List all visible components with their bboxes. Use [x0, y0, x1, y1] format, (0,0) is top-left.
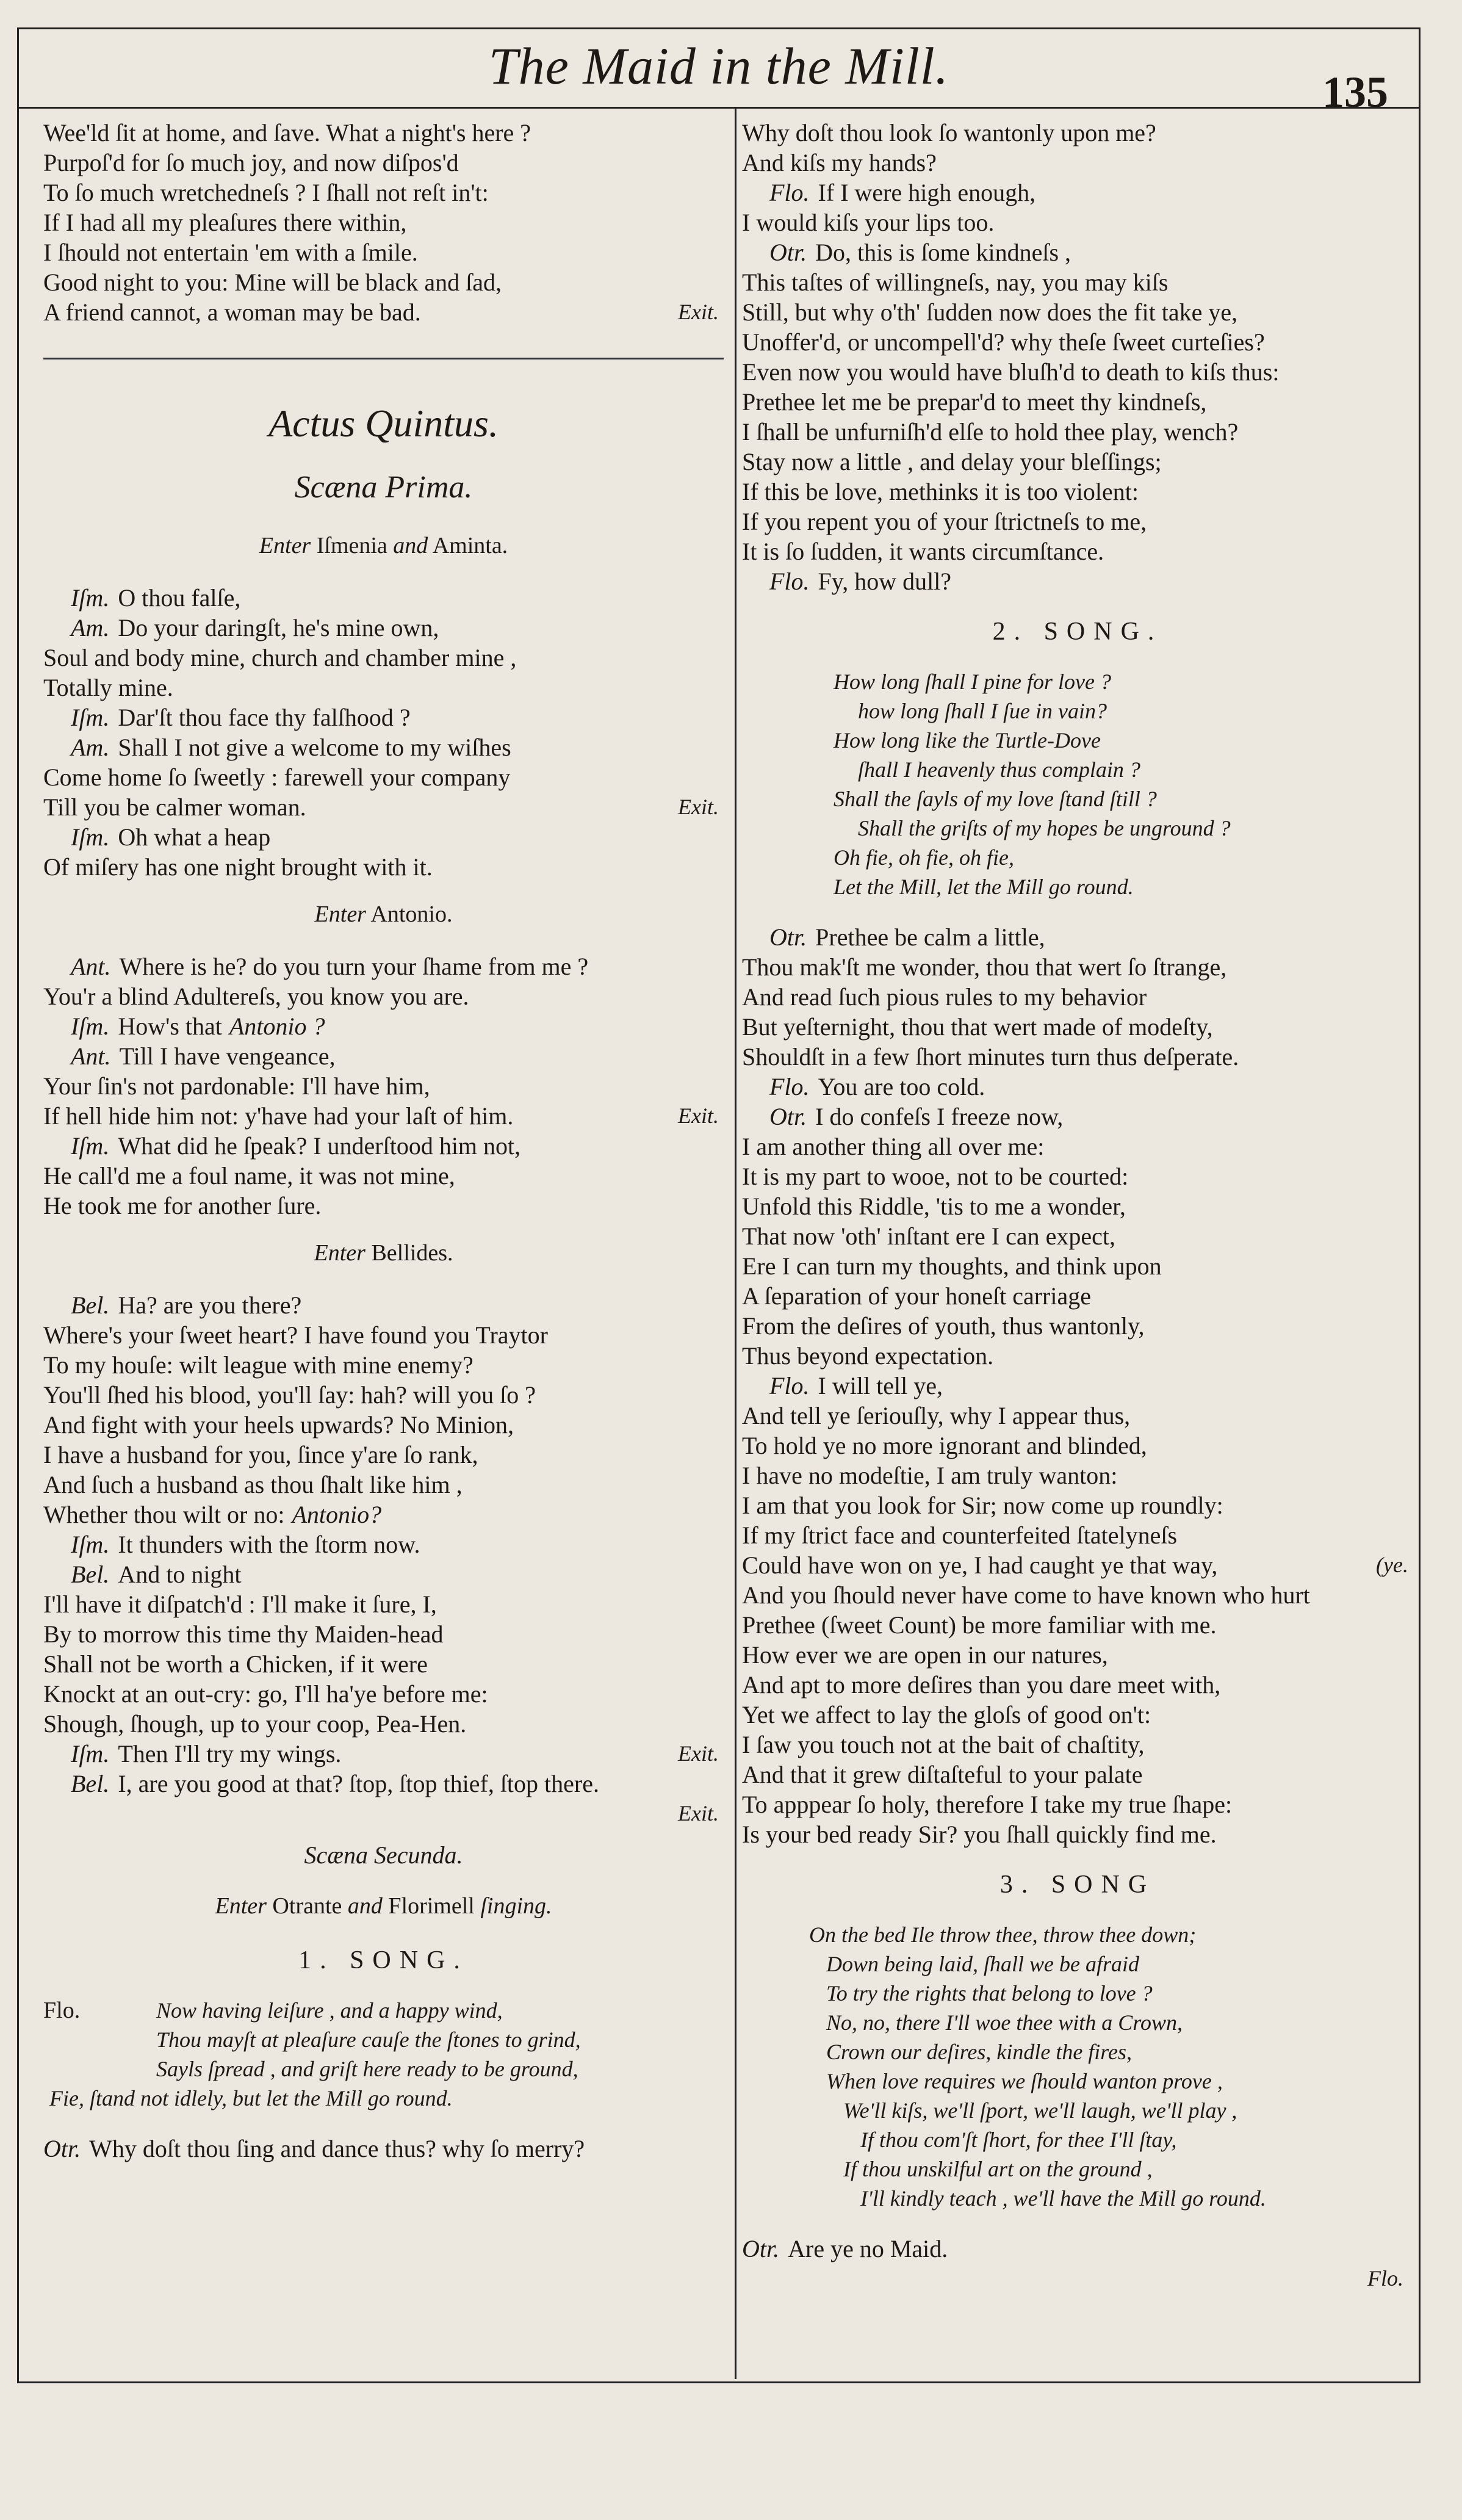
line-text: O thou falſe,	[118, 584, 241, 612]
verse-line	[742, 417, 1413, 447]
verse-line	[43, 1440, 724, 1470]
speaker-label: Ant.	[71, 953, 111, 980]
page-frame	[17, 27, 1421, 2383]
song-line: how long ſhall I ſue in vain?	[858, 699, 1107, 723]
speaker-label: Iſm.	[71, 1740, 110, 1767]
right-column	[742, 118, 1413, 2294]
verse-line	[742, 1341, 1413, 1371]
line-text: Prethee be calm a little,	[815, 923, 1045, 951]
line-text: From the deſires of youth, thus wantonly,	[742, 1312, 1145, 1340]
sd-enter-word: Enter	[259, 533, 311, 558]
line-text: I will tell ye,	[818, 1372, 943, 1399]
line-text: Shouldſt in a few ſhort minutes turn thus deſperate.	[742, 1043, 1239, 1070]
verse-line	[43, 1131, 724, 1161]
line-text: And tell ye ſeriouſly, why I appear thus,	[742, 1402, 1131, 1429]
song-line: ſhall I heavenly thus complain ?	[858, 757, 1140, 782]
line-text: I do confeſs I freeze now,	[815, 1103, 1064, 1130]
song-verse	[43, 1996, 724, 2113]
line-text: I ſhall be unfurniſh'd elſe to hold thee play, wench?	[742, 418, 1239, 446]
verse-line	[43, 822, 724, 852]
line-text: It is ſo ſudden, it wants circumſtance.	[742, 538, 1104, 565]
speaker-label: Otr.	[43, 2135, 81, 2162]
verse-line	[43, 951, 724, 981]
verse-line	[742, 1580, 1413, 1610]
verse-line	[742, 1042, 1413, 1072]
column-divider	[735, 109, 736, 2379]
verse-line	[742, 1251, 1413, 1281]
exit-direction: Exit.	[678, 300, 719, 324]
line-text: And that it grew diſtaſteful to your palate	[742, 1761, 1143, 1788]
song-heading: 3. SONG	[999, 1871, 1156, 1899]
sd-enter-word: Enter	[314, 1240, 366, 1266]
verse-line	[742, 1670, 1413, 1700]
exit-direction: Exit.	[678, 1103, 719, 1128]
verse-line	[742, 297, 1413, 327]
song-speaker: Flo.	[43, 1998, 81, 2023]
song-line: Crown our deſires, kindle the fires,	[826, 2040, 1132, 2064]
line-text: Dar'ſt thou face thy falſhood ?	[118, 704, 411, 731]
line-text: Prethee (ſweet Count) be more familiar with me.	[742, 1611, 1217, 1639]
line-text: And ſuch a husband as thou ſhalt like him ,	[43, 1471, 463, 1498]
speaker-label: Bel.	[71, 1291, 110, 1319]
line-text: Why doſt thou ſing and dance thus? why ſo merry?	[89, 2135, 585, 2162]
verse-line	[43, 1320, 724, 1350]
line-text: Stay now a little , and delay your bleſſings;	[742, 448, 1162, 475]
scene-title: Scæna Secunda.	[304, 1841, 463, 1869]
verse-line	[742, 982, 1413, 1012]
verse-line	[742, 1371, 1413, 1401]
song-line: Oh fie, oh fie, oh fie,	[834, 845, 1014, 870]
verse-line	[742, 1431, 1413, 1460]
sd-enter-word: Enter	[215, 1893, 267, 1919]
verse-line	[742, 148, 1413, 178]
line-text: And read ſuch pious rules to my behavior	[742, 983, 1147, 1011]
speaker-label: Iſm.	[71, 1132, 110, 1160]
verse-line	[742, 1102, 1413, 1132]
line-text: He call'd me a foul name, it was not mine,	[43, 1162, 455, 1190]
stage-direction-enter	[43, 1891, 724, 1921]
line-text: Till I have vengeance,	[119, 1042, 336, 1070]
line-text: Is your bed ready Sir? you ſhall quickly find me.	[742, 1821, 1217, 1848]
verse-line	[742, 208, 1413, 237]
verse-line	[43, 1529, 724, 1559]
line-text: By to morrow this time thy Maiden-head	[43, 1620, 444, 1648]
speaker-label: Iſm.	[71, 1013, 110, 1040]
song-verse	[742, 1920, 1413, 2213]
verse-line	[742, 327, 1413, 357]
line-text: But yeſternight, thou that wert made of modeſty,	[742, 1013, 1213, 1041]
verse-line	[43, 732, 724, 762]
verse-line	[43, 208, 724, 237]
song-line: Shall the griſts of my hopes be unground ?	[858, 816, 1231, 840]
song-line: Sayls ſpread , and griſt here ready to be ground,	[156, 2057, 578, 2081]
verse-line	[742, 1460, 1413, 1490]
verse-line	[742, 536, 1413, 566]
sd-character: Antonio.	[370, 901, 453, 927]
line-text: Unoffer'd, or uncompell'd? why theſe ſweet curteſies?	[742, 328, 1265, 356]
speaker-label: Ant.	[71, 1042, 111, 1070]
song-line: Now having leiſure , and a happy wind,	[156, 1998, 503, 2023]
verse-line	[742, 1819, 1413, 1849]
line-text: Shall I not give a welcome to my wiſhes	[118, 734, 511, 761]
sd-and: and	[347, 1893, 383, 1919]
line-text: You are too cold.	[818, 1073, 985, 1100]
page-number: 135	[1322, 68, 1388, 117]
verse-line	[43, 237, 724, 267]
speaker-label: Bel.	[71, 1770, 110, 1797]
verse-line	[43, 267, 724, 297]
sd-character: Florimell	[388, 1893, 475, 1919]
line-text: Knockt at an out-cry: go, I'll ha'ye before me:	[43, 1680, 488, 1708]
dialogue-block	[43, 583, 724, 882]
line-text: To my houſe: wilt league with mine enemy?	[43, 1351, 474, 1379]
verse-line	[43, 1739, 724, 1769]
song-line: Fie, ſtand not idlely, but let the Mill go round.	[49, 2086, 453, 2110]
verse-line	[742, 952, 1413, 982]
left-opening-verse	[43, 118, 724, 327]
song-line: Down being laid, ſhall we be afraid	[826, 1952, 1139, 1976]
verse-line	[742, 1789, 1413, 1819]
speaker-label: Am.	[71, 614, 110, 641]
verse-line	[43, 178, 724, 208]
line-text: Good night to you: Mine will be black and ſad,	[43, 269, 502, 296]
verse-line	[43, 981, 724, 1011]
line-text: Are ye no Maid.	[788, 2235, 948, 2262]
verse-line	[43, 148, 724, 178]
line-text: It thunders with the ſtorm now.	[118, 1531, 420, 1558]
verse-line	[43, 1071, 724, 1101]
verse-line	[43, 1041, 724, 1071]
running-title: The Maid in the Mill.	[488, 37, 949, 95]
verse-line	[742, 1760, 1413, 1789]
verse-line	[43, 1161, 724, 1191]
sd-enter-word: Enter	[314, 901, 366, 927]
verse-line	[742, 1311, 1413, 1341]
verse-line	[43, 1500, 724, 1529]
catchword: Flo.	[1367, 2266, 1403, 2291]
sd-character: Otrante	[272, 1893, 342, 1919]
line-text: If this be love, methinks it is too violent:	[742, 478, 1139, 505]
left-column	[43, 118, 724, 2164]
speaker-label: Flo.	[769, 1372, 810, 1399]
speaker-label: Flo.	[769, 568, 810, 595]
speaker-label: Otr.	[769, 1103, 807, 1130]
line-text: If I were high enough,	[818, 179, 1036, 206]
speaker-label: Iſm.	[71, 1531, 110, 1558]
line-text: How ever we are open in our natures,	[742, 1641, 1108, 1669]
page-header	[19, 29, 1419, 117]
line-text: I would kiſs your lips too.	[742, 209, 995, 236]
speaker-label: Otr.	[769, 239, 807, 266]
verse-line	[742, 387, 1413, 417]
line-text: Where is he? do you turn your ſhame from me ?	[119, 953, 589, 980]
song-heading: 1. SONG.	[298, 1946, 469, 1974]
line-text: He took me for another ſure.	[43, 1192, 322, 1219]
dialogue-block	[43, 951, 724, 1221]
speaker-label: Flo.	[769, 179, 810, 206]
verse-line	[742, 1221, 1413, 1251]
verse-line	[742, 507, 1413, 536]
verse-line	[43, 1769, 724, 1799]
verse-line	[43, 643, 724, 673]
dialogue-block	[43, 1290, 724, 1829]
line-text: If you repent you of your ſtrictneſs to me,	[742, 508, 1147, 535]
speaker-label: Iſm.	[71, 584, 110, 612]
song-lines	[49, 1996, 724, 2113]
verse-line	[43, 1350, 724, 1380]
dialogue-block	[742, 118, 1413, 596]
verse-line	[43, 1380, 724, 1410]
verse-line	[43, 1191, 724, 1221]
act-divider-rule	[43, 358, 724, 359]
line-text: If hell hide him not: y'have had your laſt of him.	[43, 1102, 514, 1130]
verse-line	[742, 1191, 1413, 1221]
speaker-label: Otr.	[769, 923, 807, 951]
song-line: Let the Mill, let the Mill go round.	[834, 875, 1134, 899]
song-line: To try the rights that belong to love ?	[826, 1981, 1153, 2006]
line-text: How's that	[118, 1013, 222, 1040]
line-text: Oh what a heap	[118, 823, 271, 851]
line-text: You'r a blind Adultereſs, you know you are.	[43, 983, 469, 1010]
line-text: Till you be calmer woman.	[43, 793, 306, 821]
line-text: Unfold this Riddle, 'tis to me a wonder,	[742, 1193, 1126, 1220]
line-text: Could have won on ye, I had caught ye that way,	[742, 1551, 1218, 1579]
line-text: I am another thing all over me:	[742, 1133, 1045, 1160]
exit-direction: Exit.	[678, 795, 719, 819]
line-text: Soul and body mine, church and chamber mine ,	[43, 644, 517, 671]
song-line: When love requires we ſhould wanton prove ,	[826, 2069, 1223, 2093]
verse-line	[742, 2234, 1413, 2264]
verse-line	[742, 1161, 1413, 1191]
stage-direction-enter	[43, 530, 724, 561]
line-text: A friend cannot, a woman may be bad.	[43, 298, 421, 326]
exit-direction: (ye.	[1376, 1553, 1408, 1577]
song-line: If thou unskilful art on the ground ,	[843, 2157, 1153, 2181]
line-text: Wee'ld ſit at home, and ſave. What a night's here ?	[43, 119, 531, 146]
line-text: To hold ye no more ignorant and blinded,	[742, 1432, 1147, 1459]
verse-line	[742, 1610, 1413, 1640]
verse-line	[43, 1679, 724, 1709]
verse-line	[742, 267, 1413, 297]
line-text: Purpoſ'd for ſo much joy, and now diſpos'd	[43, 149, 459, 176]
line-italic-name: Antonio?	[292, 1501, 382, 1528]
verse-line	[43, 1470, 724, 1500]
verse-line	[43, 1589, 724, 1619]
line-text: I ſaw you touch not at the bait of chaſtity,	[742, 1731, 1145, 1758]
song-line: I'll kindly teach , we'll have the Mill go round.	[860, 2186, 1266, 2211]
speaker-label: Iſm.	[71, 823, 110, 851]
verse-line	[742, 1490, 1413, 1520]
verse-line	[43, 2134, 724, 2164]
line-text: And to night	[118, 1561, 242, 1588]
line-text: Why doſt thou look ſo wantonly upon me?	[742, 119, 1156, 146]
verse-line	[742, 118, 1413, 148]
line-text: You'll ſhed his blood, you'll ſay: hah? will you ſo ?	[43, 1381, 536, 1409]
scene-title: Scæna Prima.	[294, 470, 473, 505]
act-title: Actus Quintus.	[268, 402, 499, 445]
verse-line	[43, 297, 724, 327]
verse-line	[43, 613, 724, 643]
verse-line	[742, 477, 1413, 507]
line-text: Shall not be worth a Chicken, if it were	[43, 1650, 428, 1678]
verse-line	[742, 566, 1413, 596]
line-text: I have no modeſtie, I am truly wanton:	[742, 1462, 1118, 1489]
line-text: I have a husband for you, ſince y'are ſo rank,	[43, 1441, 478, 1468]
verse-line	[742, 447, 1413, 477]
song-line: How long like the Turtle-Dove	[834, 728, 1101, 753]
verse-line	[742, 1520, 1413, 1550]
line-text: It is my part to wooe, not to be courted:	[742, 1163, 1129, 1190]
verse-line	[43, 1559, 724, 1589]
song-heading: 2. SONG.	[992, 618, 1163, 646]
line-text: And apt to more deſires than you dare meet with,	[742, 1671, 1221, 1699]
song-line: If thou com'ſt ſhort, for thee I'll ſtay,	[860, 2128, 1177, 2152]
line-text: If I had all my pleaſures there within,	[43, 209, 407, 236]
verse-line	[742, 1072, 1413, 1102]
line-text: Prethee let me be prepar'd to meet thy kindneſs,	[742, 388, 1207, 416]
line-text: To apppear ſo holy, therefore I take my true ſhape:	[742, 1791, 1233, 1818]
line-text: Whether thou wilt or no:	[43, 1501, 285, 1528]
verse-line	[43, 762, 724, 792]
line-text: Thou mak'ſt me wonder, thou that wert ſo ſtrange,	[742, 953, 1227, 981]
line-text: This taſtes of willingneſs, nay, you may kiſs	[742, 269, 1169, 296]
verse-line	[43, 1709, 724, 1739]
line-text: Do, this is ſome kindneſs ,	[815, 239, 1071, 266]
verse-line	[742, 1700, 1413, 1730]
line-text: Do your daringſt, he's mine own,	[118, 614, 439, 641]
verse-line	[43, 702, 724, 732]
sd-and: and	[393, 533, 428, 558]
stage-direction-enter	[43, 899, 724, 930]
line-text: To ſo much wretchedneſs ? I ſhall not reſt in't:	[43, 179, 489, 206]
verse-line	[43, 1799, 724, 1829]
verse-line	[43, 1619, 724, 1649]
line-text: Ere I can turn my thoughts, and think upon	[742, 1252, 1162, 1280]
sd-character: Aminta.	[432, 533, 508, 558]
exit-direction: Exit.	[678, 1801, 719, 1825]
line-text: Your ſin's not pardonable: I'll have him,	[43, 1072, 430, 1100]
verse-line	[742, 1012, 1413, 1042]
line-text: Of miſery has one night brought with it.	[43, 853, 433, 881]
song-line: Shall the ſayls of my love ſtand ſtill ?	[834, 787, 1157, 811]
line-text: Ha? are you there?	[118, 1291, 302, 1319]
line-text: I ſhould not entertain 'em with a ſmile.	[43, 239, 418, 266]
line-text: Fy, how dull?	[818, 568, 952, 595]
line-text: Where's your ſweet heart? I have found you Traytor	[43, 1321, 548, 1349]
dialogue-block	[742, 922, 1413, 1849]
verse-line	[43, 1011, 724, 1041]
line-text: Even now you would have bluſh'd to death to kiſs thus:	[742, 358, 1280, 386]
line-text: If my ſtrict face and counterfeited ſtatelyneſs	[742, 1522, 1178, 1549]
line-text: Thus beyond expectation.	[742, 1342, 994, 1370]
verse-line	[742, 1132, 1413, 1161]
verse-line	[742, 357, 1413, 387]
speaker-label: Bel.	[71, 1561, 110, 1588]
verse-line	[742, 1281, 1413, 1311]
song-line: We'll kiſs, we'll ſport, we'll laugh, we'll play ,	[843, 2098, 1237, 2123]
verse-line	[43, 583, 724, 613]
exit-direction: Exit.	[678, 1741, 719, 1766]
verse-line	[43, 1410, 724, 1440]
sd-character: Iſmenia	[316, 533, 387, 558]
line-text: What did he ſpeak? I underſtood him not,	[118, 1132, 521, 1160]
verse-line	[43, 852, 724, 882]
verse-line	[43, 673, 724, 702]
speaker-label: Iſm.	[71, 704, 110, 731]
line-text: I am that you look for Sir; now come up roundly:	[742, 1492, 1223, 1519]
speaker-label: Otr.	[742, 2235, 780, 2262]
song-line: How long ſhall I pine for love ?	[834, 670, 1111, 694]
speaker-label: Flo.	[769, 1073, 810, 1100]
song-line: On the bed Ile throw thee, throw thee down;	[809, 1922, 1197, 1947]
speaker-label: Am.	[71, 734, 110, 761]
line-text: I, are you good at that? ſtop, ſtop thief, ſtop there.	[118, 1770, 599, 1797]
verse-line	[742, 1640, 1413, 1670]
verse-line	[742, 237, 1413, 267]
song-line: Thou mayſt at pleaſure cauſe the ſtones to grind,	[156, 2027, 581, 2052]
verse-line	[742, 922, 1413, 952]
line-text: And you ſhould never have come to have known who hurt	[742, 1581, 1310, 1609]
verse-line	[43, 1101, 724, 1131]
line-text: Yet we affect to lay the gloſs of good on't:	[742, 1701, 1151, 1728]
line-italic-name: Antonio ?	[229, 1013, 325, 1040]
verse-line	[742, 1730, 1413, 1760]
verse-line	[43, 792, 724, 822]
line-text: Totally mine.	[43, 674, 173, 701]
line-text: I'll have it diſpatch'd : I'll make it ſure, I,	[43, 1590, 437, 1618]
stage-direction-enter	[43, 1238, 724, 1268]
verse-line	[742, 1401, 1413, 1431]
line-text: And fight with your heels upwards? No Minion,	[43, 1411, 514, 1439]
catchword-line	[742, 2264, 1413, 2294]
line-text: Shough, ſhough, up to your coop, Pea-Hen.	[43, 1710, 467, 1738]
line-text: Still, but why o'th' ſudden now does the fit take ye,	[742, 298, 1238, 326]
sd-character: Bellides.	[371, 1240, 453, 1266]
song-line: No, no, there I'll woe thee with a Crown,	[826, 2010, 1183, 2035]
verse-line	[43, 1290, 724, 1320]
line-text: And kiſs my hands?	[742, 149, 937, 176]
verse-line	[742, 178, 1413, 208]
verse-line	[43, 118, 724, 148]
sd-action: ſinging.	[480, 1893, 552, 1919]
line-text: A ſeparation of your honeſt carriage	[742, 1282, 1091, 1310]
verse-line	[43, 1649, 724, 1679]
line-text: Come home ſo ſweetly : farewell your company	[43, 764, 511, 791]
line-text: Then I'll try my wings.	[118, 1740, 342, 1767]
line-text: That now 'oth' inſtant ere I can expect,	[742, 1222, 1115, 1250]
song-verse	[742, 667, 1413, 901]
verse-line	[742, 1550, 1413, 1580]
